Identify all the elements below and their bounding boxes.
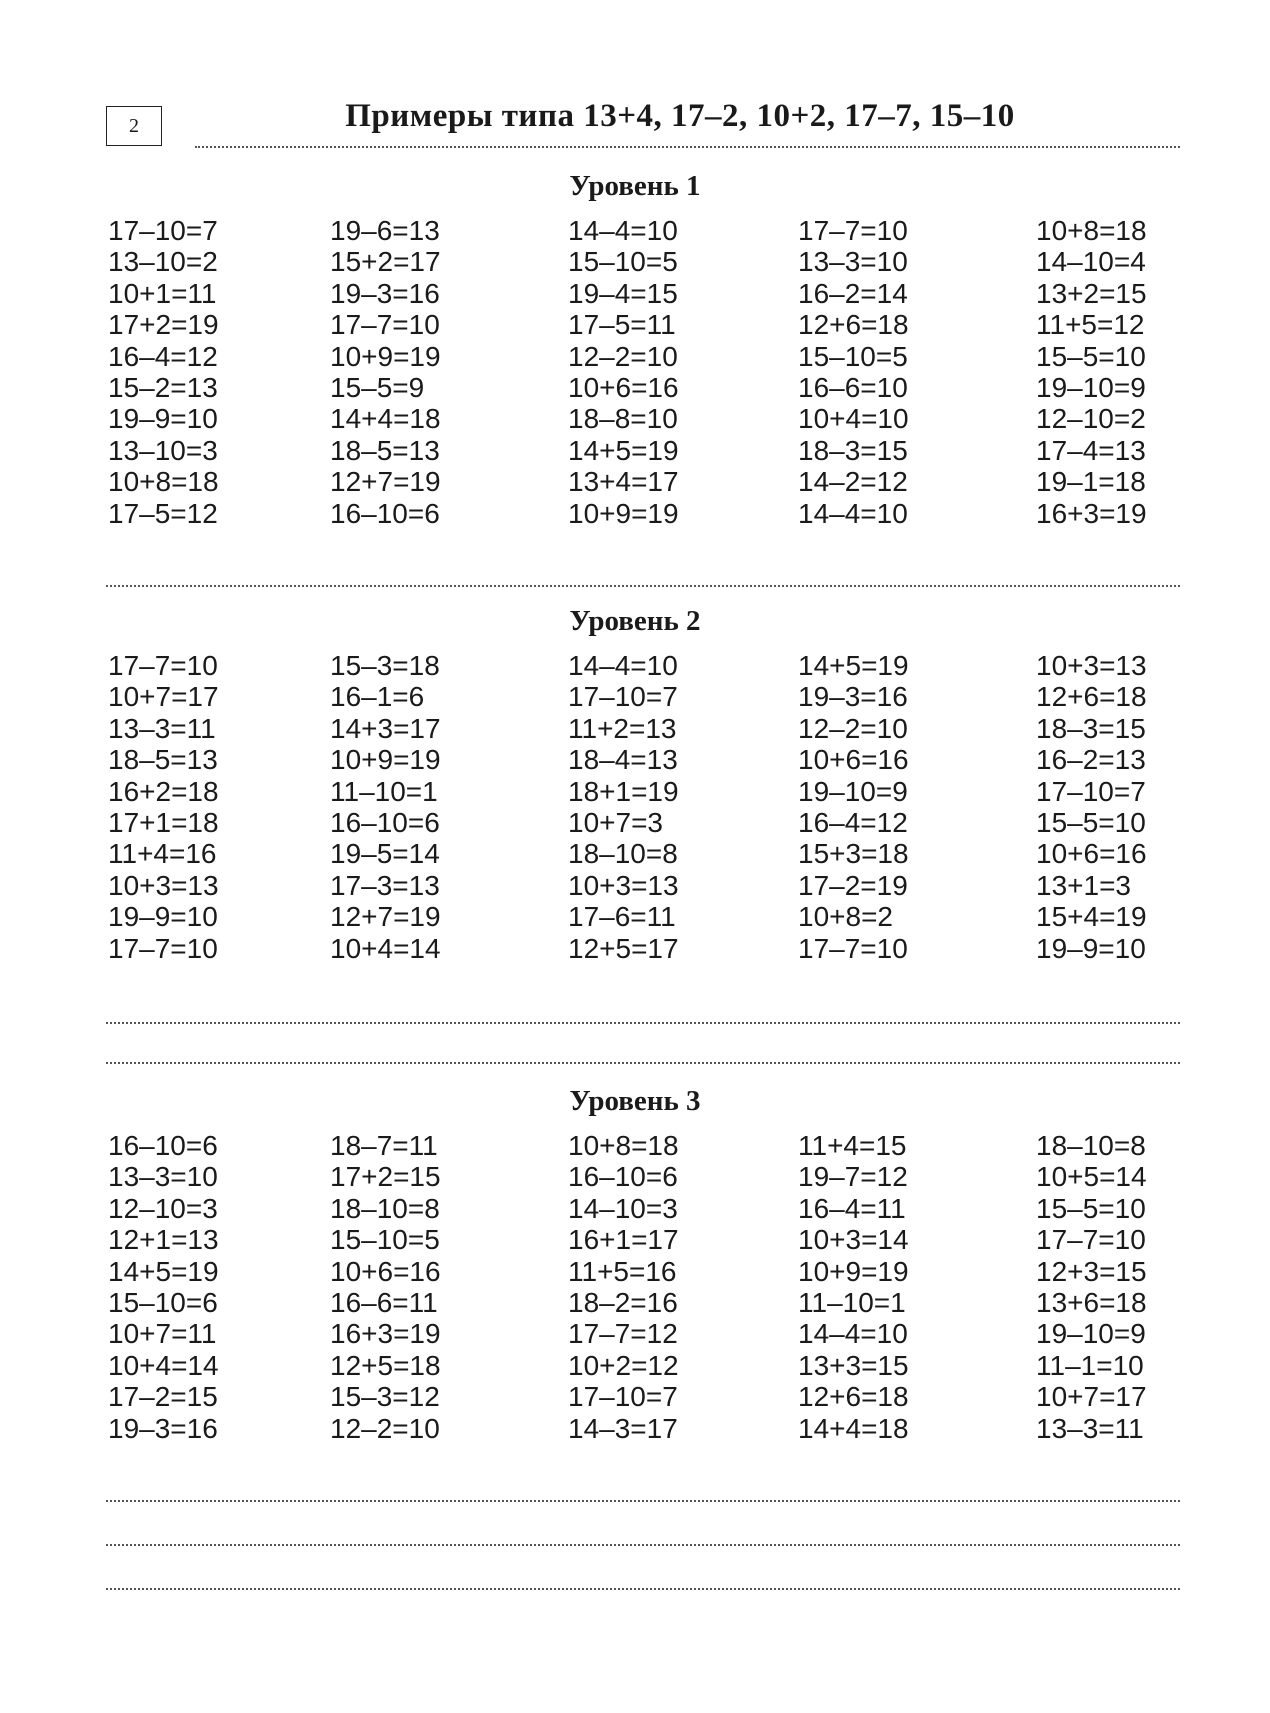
example-item: 19–10=9 <box>1036 371 1146 403</box>
example-item: 10+3=13 <box>108 869 219 901</box>
example-item: 10+8=2 <box>798 901 893 933</box>
level-1-title: Уровень 1 <box>569 170 701 202</box>
example-item: 19–5=14 <box>330 838 440 870</box>
example-item: 16–10=6 <box>330 806 440 838</box>
example-item: 16–6=10 <box>798 371 908 403</box>
example-item: 13–3=11 <box>1036 1412 1144 1444</box>
example-item: 18+1=19 <box>568 775 679 807</box>
example-column <box>568 1130 679 1444</box>
example-item: 18–5=13 <box>108 744 218 776</box>
example-item: 13–10=3 <box>108 434 218 466</box>
example-item: 13+2=15 <box>1036 277 1147 309</box>
answer-line <box>106 1500 1180 1502</box>
example-column <box>108 650 219 964</box>
example-item: 17–10=7 <box>568 681 678 713</box>
example-item: 10+7=11 <box>108 1318 217 1350</box>
example-item: 10+6=16 <box>798 744 909 776</box>
example-item: 19–10=9 <box>1036 1318 1146 1350</box>
example-item: 15+3=18 <box>798 838 909 870</box>
example-column <box>330 215 441 529</box>
example-item: 12–10=3 <box>108 1192 218 1224</box>
example-item: 17–2=19 <box>798 869 908 901</box>
example-column <box>108 215 219 529</box>
example-item: 18–10=8 <box>568 838 678 870</box>
example-item: 10+3=13 <box>1036 650 1147 681</box>
example-item: 12+7=19 <box>330 901 441 933</box>
example-item: 12–2=10 <box>330 1412 440 1444</box>
example-item: 15–10=5 <box>568 246 678 278</box>
example-item: 17–6=11 <box>568 901 676 933</box>
example-item: 15–5=10 <box>1036 340 1146 372</box>
example-item: 13–10=2 <box>108 246 218 278</box>
example-item: 14+5=19 <box>108 1255 219 1287</box>
example-column <box>1036 215 1147 529</box>
example-item: 15–5=10 <box>1036 806 1146 838</box>
example-item: 11+4=15 <box>798 1130 907 1161</box>
example-column <box>330 1130 441 1444</box>
example-item: 17–7=12 <box>568 1318 678 1350</box>
example-item: 19–9=10 <box>108 901 218 933</box>
example-item: 17–7=10 <box>330 309 440 341</box>
example-item: 14–3=17 <box>568 1412 678 1444</box>
example-item: 13–3=10 <box>108 1161 218 1193</box>
example-item: 16–2=13 <box>1036 744 1146 776</box>
example-column <box>1036 1130 1147 1444</box>
example-item: 16–10=6 <box>108 1130 218 1161</box>
example-item: 12+6=18 <box>1036 681 1147 713</box>
example-item: 19–3=16 <box>330 277 440 309</box>
example-item: 12+5=18 <box>330 1349 441 1381</box>
example-item: 14+3=17 <box>330 712 441 744</box>
example-item: 16–4=12 <box>108 340 218 372</box>
example-item: 14–4=10 <box>798 497 908 529</box>
example-item: 11+2=13 <box>568 712 677 744</box>
example-item: 19–10=9 <box>798 775 908 807</box>
example-item: 16+3=19 <box>330 1318 441 1350</box>
example-item: 11–1=10 <box>1036 1349 1144 1381</box>
example-item: 17–3=13 <box>330 869 440 901</box>
example-item: 11+5=12 <box>1036 309 1145 341</box>
answer-line <box>106 1022 1180 1024</box>
example-item: 10+9=19 <box>568 497 679 529</box>
example-column <box>798 215 909 529</box>
example-column <box>1036 650 1147 964</box>
example-item: 15–10=5 <box>798 340 908 372</box>
example-item: 17–7=10 <box>1036 1224 1146 1256</box>
example-item: 11–10=1 <box>330 775 438 807</box>
example-item: 12–2=10 <box>568 340 678 372</box>
example-item: 17–5=11 <box>568 309 676 341</box>
example-item: 14–10=3 <box>568 1192 678 1224</box>
example-item: 10+9=19 <box>330 744 441 776</box>
example-item: 18–10=8 <box>1036 1130 1146 1161</box>
example-item: 17+1=18 <box>108 806 219 838</box>
example-item: 17–7=10 <box>108 932 218 964</box>
example-item: 14–10=4 <box>1036 246 1146 278</box>
example-item: 12+3=15 <box>1036 1255 1147 1287</box>
example-item: 17–5=12 <box>108 497 218 529</box>
level-2-title: Уровень 2 <box>569 605 701 637</box>
example-item: 18–5=13 <box>330 434 440 466</box>
example-column <box>568 215 679 529</box>
example-item: 17–7=10 <box>798 932 908 964</box>
example-column <box>108 1130 219 1444</box>
example-item: 14+5=19 <box>568 434 679 466</box>
example-item: 15+2=17 <box>330 246 441 278</box>
example-item: 10+3=13 <box>568 869 679 901</box>
example-item: 19–7=12 <box>798 1161 908 1193</box>
level-2-grid <box>108 650 1188 965</box>
example-item: 16–10=6 <box>330 497 440 529</box>
example-item: 12+6=18 <box>798 309 909 341</box>
example-item: 10+7=17 <box>1036 1381 1147 1413</box>
example-item: 16+2=18 <box>108 775 219 807</box>
example-item: 17–4=13 <box>1036 434 1146 466</box>
page-title: Примеры типа 13+4, 17–2, 10+2, 17–7, 15–10 <box>345 98 1015 134</box>
level-3-grid <box>108 1130 1188 1445</box>
example-item: 15–3=12 <box>330 1381 440 1413</box>
example-item: 18–3=15 <box>1036 712 1146 744</box>
example-item: 16–2=14 <box>798 277 908 309</box>
example-column <box>798 650 909 964</box>
answer-line <box>106 1062 1180 1064</box>
example-item: 14+4=18 <box>798 1412 909 1444</box>
example-item: 13–3=11 <box>108 712 216 744</box>
example-item: 18–2=16 <box>568 1286 678 1318</box>
example-item: 16+1=17 <box>568 1224 679 1256</box>
example-item: 10+8=18 <box>108 466 219 498</box>
level-3-title: Уровень 3 <box>569 1085 701 1117</box>
example-item: 10+7=17 <box>108 681 219 713</box>
example-item: 10+6=16 <box>568 371 679 403</box>
example-item: 18–10=8 <box>330 1192 440 1224</box>
example-item: 15–2=13 <box>108 371 218 403</box>
example-item: 10+4=10 <box>798 403 909 435</box>
example-item: 11+4=16 <box>108 838 217 870</box>
example-item: 16–4=12 <box>798 806 908 838</box>
example-item: 17–10=7 <box>1036 775 1146 807</box>
example-item: 10+7=3 <box>568 806 663 838</box>
example-column <box>330 650 441 964</box>
example-item: 19–3=16 <box>108 1412 218 1444</box>
example-item: 12–10=2 <box>1036 403 1146 435</box>
example-item: 16–10=6 <box>568 1161 678 1193</box>
example-item: 19–9=10 <box>1036 932 1146 964</box>
example-item: 19–3=16 <box>798 681 908 713</box>
title-divider <box>195 146 1180 148</box>
example-item: 18–8=10 <box>568 403 678 435</box>
example-item: 16+3=19 <box>1036 497 1147 529</box>
example-item: 13+4=17 <box>568 466 679 498</box>
example-item: 17–2=15 <box>108 1381 218 1413</box>
example-item: 10+1=11 <box>108 277 217 309</box>
example-item: 10+4=14 <box>108 1349 219 1381</box>
example-item: 10+9=19 <box>798 1255 909 1287</box>
example-item: 18–7=11 <box>330 1130 438 1161</box>
example-item: 10+8=18 <box>1036 215 1147 246</box>
example-item: 19–6=13 <box>330 215 440 246</box>
example-item: 11+5=16 <box>568 1255 677 1287</box>
example-item: 13+3=15 <box>798 1349 909 1381</box>
example-item: 14+4=18 <box>330 403 441 435</box>
example-item: 18–4=13 <box>568 744 678 776</box>
example-item: 15–10=5 <box>330 1224 440 1256</box>
example-column <box>568 650 679 964</box>
example-item: 12–2=10 <box>798 712 908 744</box>
example-item: 19–9=10 <box>108 403 218 435</box>
example-item: 12+6=18 <box>798 1381 909 1413</box>
example-item: 19–1=18 <box>1036 466 1146 498</box>
example-item: 16–1=6 <box>330 681 425 713</box>
answer-line <box>106 1588 1180 1590</box>
example-item: 10+9=19 <box>330 340 441 372</box>
example-item: 15–5=9 <box>330 371 425 403</box>
example-item: 16–4=11 <box>798 1192 906 1224</box>
example-item: 10+6=16 <box>330 1255 441 1287</box>
example-item: 10+3=14 <box>798 1224 909 1256</box>
example-item: 13+6=18 <box>1036 1286 1147 1318</box>
example-item: 12+5=17 <box>568 932 679 964</box>
example-item: 13–3=10 <box>798 246 908 278</box>
example-item: 14–4=10 <box>568 215 678 246</box>
example-item: 15–5=10 <box>1036 1192 1146 1224</box>
example-item: 10+4=14 <box>330 932 441 964</box>
example-item: 19–4=15 <box>568 277 678 309</box>
example-item: 17–7=10 <box>108 650 218 681</box>
example-item: 12+7=19 <box>330 466 441 498</box>
answer-line <box>106 1544 1180 1546</box>
example-item: 10+8=18 <box>568 1130 679 1161</box>
example-column <box>798 1130 909 1444</box>
example-item: 17–10=7 <box>568 1381 678 1413</box>
example-item: 14+5=19 <box>798 650 909 681</box>
level-1-grid <box>108 215 1188 530</box>
example-item: 15–3=18 <box>330 650 440 681</box>
example-item: 15+4=19 <box>1036 901 1147 933</box>
example-item: 17–7=10 <box>798 215 908 246</box>
page-number: 2 <box>106 106 162 146</box>
example-item: 18–3=15 <box>798 434 908 466</box>
example-item: 12+1=13 <box>108 1224 219 1256</box>
example-item: 17–10=7 <box>108 215 218 246</box>
answer-line <box>106 585 1180 587</box>
example-item: 14–2=12 <box>798 466 908 498</box>
example-item: 10+2=12 <box>568 1349 679 1381</box>
example-item: 16–6=11 <box>330 1286 438 1318</box>
example-item: 17+2=19 <box>108 309 219 341</box>
example-item: 17+2=15 <box>330 1161 441 1193</box>
example-item: 13+1=3 <box>1036 869 1131 901</box>
example-item: 10+5=14 <box>1036 1161 1147 1193</box>
example-item: 15–10=6 <box>108 1286 218 1318</box>
example-item: 14–4=10 <box>568 650 678 681</box>
example-item: 10+6=16 <box>1036 838 1147 870</box>
example-item: 14–4=10 <box>798 1318 908 1350</box>
example-item: 11–10=1 <box>798 1286 906 1318</box>
